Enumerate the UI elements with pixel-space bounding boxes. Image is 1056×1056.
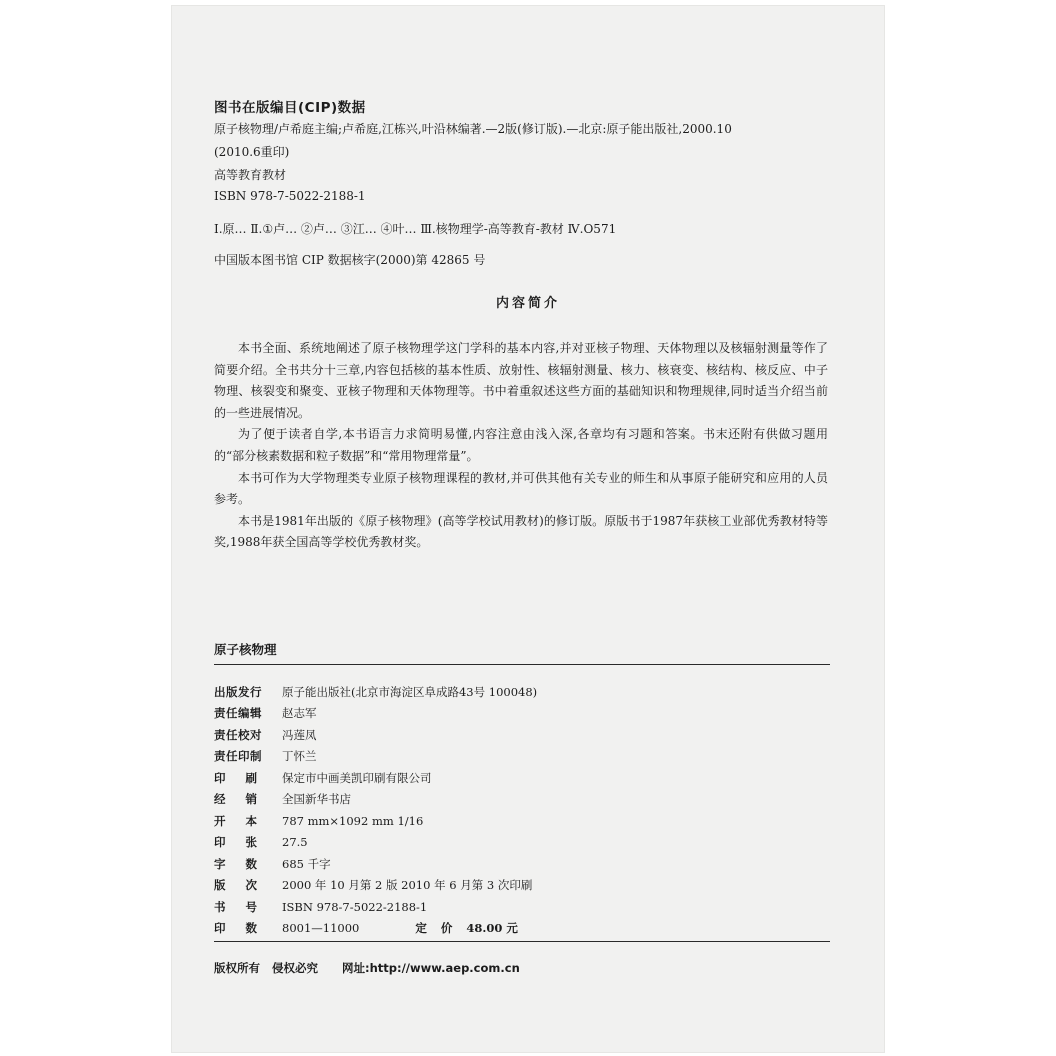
cip-title: 图书在版编目(CIP)数据: [214, 100, 366, 116]
pub-value: 原子能出版社(北京市海淀区阜成路43号 100048): [282, 684, 538, 699]
pub-label: 印张: [214, 835, 277, 850]
pub-value: 冯莲凤: [282, 727, 317, 742]
footer: [214, 960, 532, 976]
pub-value: 8001—11000: [282, 921, 360, 936]
pub-label: 字数: [214, 856, 277, 871]
pub-row-print-run: [214, 918, 830, 940]
pub-label: 责任编辑: [214, 706, 262, 721]
pub-row-isbn: [214, 896, 830, 918]
pub-row-distributor: [214, 789, 830, 811]
pub-value: 27.5: [282, 835, 308, 850]
pub-row-sheets: [214, 832, 830, 854]
summary-paragraph: 本书可作为大学物理类专业原子核物理课程的教材,并可供其他有关专业的师生和从事原子能研究和应用的人员参考。: [214, 470, 828, 507]
copyright-text: 版权所有: [214, 961, 260, 975]
summary-paragraph: 为了便于读者自学,本书语言力求简明易懂,内容注意由浅入深,各章均有习题和答案。书末还附有供做习题用的“部分核素数据和粒子数据”和“常用物理常量”。: [214, 427, 828, 463]
pub-row-editor: [214, 703, 830, 725]
pub-value: 685 千字: [282, 856, 331, 871]
pub-row-proofreader: [214, 724, 830, 746]
top-divider: [214, 664, 830, 665]
pub-row-edition: [214, 875, 830, 897]
price-label: 定价: [415, 921, 467, 936]
pub-value: 赵志军: [282, 706, 317, 721]
pub-value: 2000 年 10 月第 2 版 2010 年 6 月第 3 次印刷: [282, 878, 533, 893]
summary-body: [214, 338, 828, 554]
cip-line-catalog-number: 中国版本图书馆 CIP 数据核字(2000)第 42865 号: [214, 253, 486, 267]
piracy-notice: 侵权必究: [272, 961, 318, 975]
pub-label: 印刷: [214, 770, 277, 785]
pub-row-publisher: [214, 681, 830, 703]
pub-value: 全国新华书店: [282, 792, 351, 807]
pub-label: 责任印制: [214, 749, 262, 764]
pub-label: 责任校对: [214, 727, 262, 742]
pub-row-word-count: [214, 853, 830, 875]
pub-value: 787 mm×1092 mm 1/16: [282, 813, 424, 828]
pub-value: ISBN 978-7-5022-2188-1: [282, 899, 428, 914]
pub-row-printer: [214, 767, 830, 789]
summary-paragraph: 本书是1981年出版的《原子核物理》(高等学校试用教材)的修订版。原版书于1987年获核工业部优秀教材特等奖,1988年获全国高等学校优秀教材奖。: [214, 513, 828, 550]
publication-table: [214, 681, 830, 939]
pub-label: 印数: [214, 921, 277, 936]
pub-label: 开本: [214, 813, 277, 828]
pub-row-format: [214, 810, 830, 832]
pub-label: 经销: [214, 792, 277, 807]
summary-title: 内容简介: [495, 296, 560, 311]
cip-line-isbn: ISBN 978-7-5022-2188-1: [214, 189, 366, 203]
price-value: 48.00 元: [466, 921, 518, 936]
pub-value: 丁怀兰: [282, 749, 317, 764]
cip-line-author: 原子核物理/卢希庭主编;卢希庭,江栋兴,叶沿林编著.—2版(修订版).—北京:原子能出版社,2000.10: [214, 122, 732, 136]
cip-line-series: 高等教育教材: [214, 168, 287, 182]
bottom-divider: [214, 941, 830, 942]
summary-paragraph: 本书全面、系统地阐述了原子核物理学这门学科的基本内容,并对亚核子物理、天体物理以及核辐射测量等作了简要介绍。全书共分十三章,内容包括核的基本性质、放射性、核辐射测量、核力、核衰变、核结构、核反应、中子物理、核裂变和聚变、亚核子物理和天体物理等。书中着重叙述这些方面的基础知识和物理规律,同时适当介绍当前的一些进展情况。: [214, 341, 828, 420]
pub-label: 出版发行: [214, 684, 262, 699]
website-url: 网址:http://www.aep.com.cn: [342, 961, 520, 975]
pub-row-print-manager: [214, 746, 830, 768]
book-name: 原子核物理: [214, 642, 277, 657]
pub-label: 版次: [214, 878, 277, 893]
cip-line-classification: Ⅰ.原… Ⅱ.①卢… ②卢… ③江… ④叶… Ⅲ.核物理学-高等教育-教材 Ⅳ.O571: [214, 222, 617, 236]
pub-label: 书号: [214, 899, 277, 914]
cip-line-reprint: (2010.6重印): [214, 145, 290, 159]
pub-value: 保定市中画美凯印刷有限公司: [282, 770, 432, 785]
